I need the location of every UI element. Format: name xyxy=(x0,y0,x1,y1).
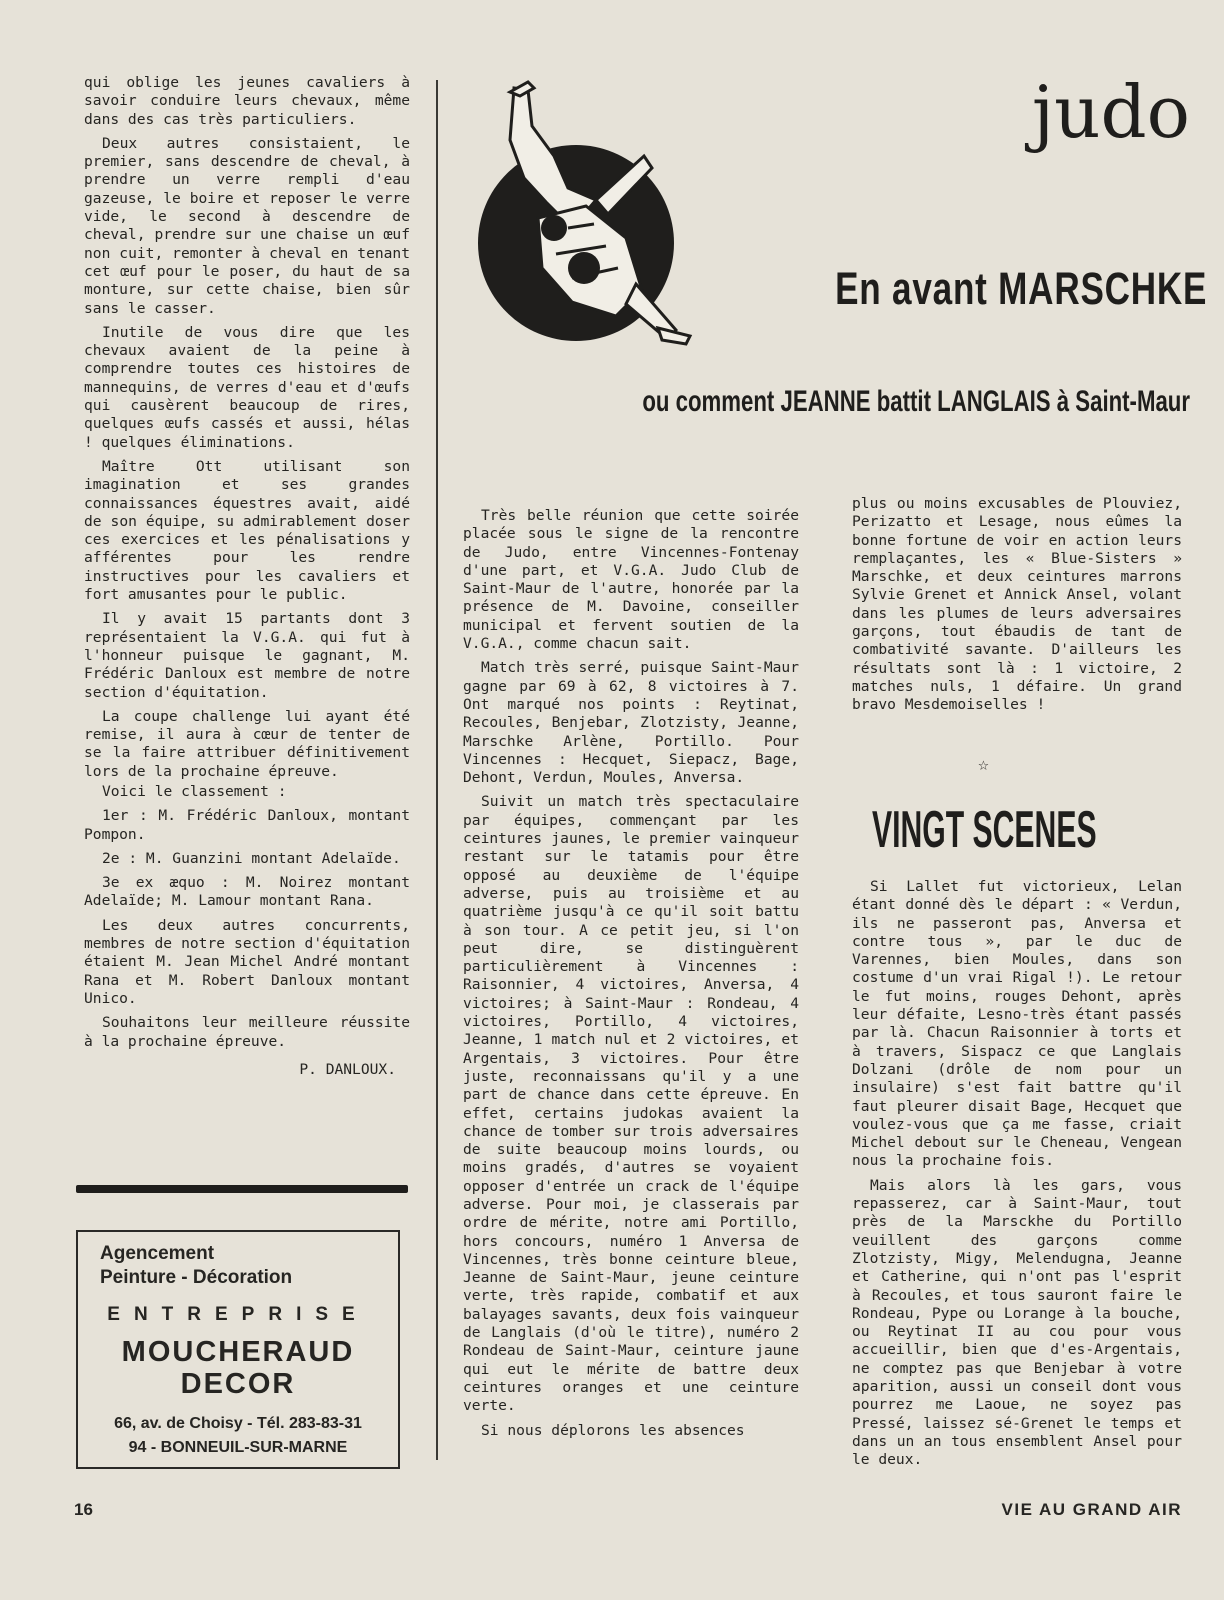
paragraph: Match très serré, puisque Saint-Maur gagne par 69 à 62, 8 victoires à 7. Ont marqué nos points : Reytinat, Recoules, Benjebar, Zlotzisty, Jeanne, Marschke Arlène, Portillo. Pour Vincennes : Hecquet, Siepacz, Bage, Dehont, Verdun, Moules, Anversa. xyxy=(463,659,799,787)
star-separator: ☆ xyxy=(978,754,989,775)
paragraph: Deux autres consistaient, le premier, sans descendre de cheval, à prendre un verre rempli d'eau gazeuse, le boire et reposer le verre vide, le second à descendre de cheval, prendre sur une chaise un œuf non cuit, remonter à cheval en tenant cet œuf pour le poser, du haut de sa monture, sur cette chaise, bien sûr sans le casser. xyxy=(84,134,410,317)
ad-address: 66, av. de Choisy - Tél. 283-83-31 xyxy=(114,1415,362,1432)
paragraph: Mais alors là les gars, vous repasserez, car à Saint-Maur, tout près de la Marsckhe du Portillo veuillent des garçons comme Zlotzisty, Migy, Melendugna, Jeanne et Catherine, qui n'ont pas l'esprit à Recoules, et tous sauront faire le Rondeau, Pype ou Lorange à la bouche, ou Reytinat II au cou pour vous accueillir, bien que d'es-Argentais, ne comptez pas que Benjebar à votre aparition, aussi un conseil dont vous pourrez me Laoue, ne soyez pas Pressé, laissez sé-Grenet le temps et dans un an tous ensemblent Ansel pour le deux. xyxy=(852,1176,1182,1469)
equitation-column xyxy=(84,74,410,1079)
paragraph: Les deux autres concurrents, membres de notre section d'équitation étaient M. Jean Michel André montant Rana et M. Robert Danloux montant Unico. xyxy=(84,916,410,1007)
paragraph: Il y avait 15 partants dont 3 représentaient la V.G.A. qui fut à l'honneur puisque le gagnant, M. Frédéric Danloux est membre de notre section d'équitation. xyxy=(84,610,410,701)
paragraph: La coupe challenge lui ayant été remise, il aura à cœur de tenter de se la faire attribuer définitivement lors de la prochaine épreuve. xyxy=(84,707,410,780)
judo-throw-illustration xyxy=(476,78,696,348)
paragraph: Si Lallet fut victorieux, Lelan étant donné dès le départ : « Verdun, ils ne passeront pas, Anversa et contre tous », par le duc de Varennes, bien Moules, dans son costume d'un vrai Rigal !). Le retour le fut moins, rouges Dehont, après leur défaite, Lesno-très étant passés par là. Chacun Raisonnier à torts et à travers, Sispacz ce que Langlais Dolzani (drôle de nom pour un insulaire) s'est fait battre qu'il faut pleurer disait Bage, Hecquet que voulez-vous que ça me fasse, criait Michel debout sur le Cheneau, Vengean nous la prochaine fois. xyxy=(852,878,1182,1170)
magazine-name: VIE AU GRAND AIR xyxy=(1001,1500,1182,1519)
section-heading: VINGT SCENES xyxy=(872,801,1097,859)
ad-line: ENTREPRISE xyxy=(107,1304,369,1325)
paragraph: Inutile de vous dire que les chevaux avaient de la peine à comprendre toutes ces histoires de mannequins, de verres d'eau et d'œufs qui causèrent beaucoup de rires, quelques œufs cassés et aussi, hélas ! quelques éliminations. xyxy=(84,323,410,451)
page-number: 16 xyxy=(74,1500,93,1519)
ranking-item: 2e : M. Guanzini montant Adelaïde. xyxy=(102,849,401,867)
advertisement-box xyxy=(76,1230,400,1469)
section-label: judo xyxy=(1031,70,1190,154)
ranking-item: 3e ex æquo : M. Noirez montant Adelaïde; M. Lamour montant Rana. xyxy=(84,874,410,910)
paragraph: Souhaitons leur meilleure réussite à la prochaine épreuve. xyxy=(84,1014,410,1050)
article-subtitle: ou comment JEANNE battit LANGLAIS à Saint-Maur xyxy=(642,385,1190,418)
paragraph: Suivit un match très spectaculaire par équipes, commençant par les ceintures jaunes, le premier vainqueur restant sur le tatamis pour être opposé au deuxième de l'équipe adverse, puis au troisième et au quatrième jusqu'à ce qu'il soit battu à son tour. A ce petit jeu, si l'on peut dire, se distinguèrent particulièrement à Vincennes : Raisonnier, 4 victoires, Anversa, 4 victoires; à Saint-Maur : Rondeau, 4 victoires, Portillo, 4 victoires, Jeanne, 1 match nul et 2 victoires, et Argentais, 3 victoires. Pour être juste, reconnaissans qu'il y a une part de chance dans cette épreuve. En effet, certains judokas avaient la chance de tomber sur trois adversaires de suite beaucoup moins lourds, ou moins gradés, d'autres se voyaient opposer d'entrée un crack de l'équipe adverse. Pour moi, je classerais par ordre de mérite, notre ami Portillo, hors concours, numéro 1 Anversa de Vincennes, très bonne ceinture bleue, Jeanne de Saint-Maur, jeune ceinture verte, très rapide, combatif et aux balayages savants, deux fois vainqueur de Langlais (d'où le titre), numéro 2 Rondeau de Saint-Maur, ceinture jaune qui eut le mérite de battre deux ceintures oranges et une ceinture verte. xyxy=(463,793,799,1415)
ranking-item: 1er : M. Frédéric Danloux, montant Pompon. xyxy=(84,807,410,843)
judo-report-column xyxy=(463,507,799,1446)
paragraph: qui oblige les jeunes cavaliers à savoir conduire leurs chevaux, même dans des cas très particuliers. xyxy=(84,74,410,128)
article-title: En avant MARSCHKE xyxy=(835,263,1208,314)
vingt-scenes-column xyxy=(852,878,1182,1476)
paragraph: Maître Ott utilisant son imagination et ses grandes connaissances équestres avait, aidé de son équipe, su admirablement doser ces exercices et les pénalisations y afférentes pour les rendre instructives pour les cavaliers et fort amusantes pour le public. xyxy=(84,457,410,604)
ranking-intro: Voici le classement : xyxy=(102,782,287,800)
judo-report-continued xyxy=(852,495,1182,721)
ad-company-name: MOUCHERAUD xyxy=(121,1336,355,1368)
ad-company-name: DECOR xyxy=(180,1368,296,1400)
ad-city: 94 - BONNEUIL-SUR-MARNE xyxy=(128,1439,348,1456)
paragraph: Si nous déplorons les absences xyxy=(481,1421,745,1439)
paragraph: Très belle réunion que cette soirée placée sous le signe de la rencontre de Judo, entre Vincennes-Fontenay d'une part, et V.G.A. Judo Club de Saint-Maur de l'autre, honorée par la présence de M. Davoine, conseiller municipal et fervent soutien de la V.G.A., comme chacun sait. xyxy=(463,507,799,653)
separator-bar xyxy=(76,1185,408,1193)
paragraph: plus ou moins excusables de Plouviez, Perizatto et Lesage, nous eûmes la bonne fortune de voir en action leurs remplaçantes, les « Blue-Sisters » Marschke, et deux ceintures marrons Sylvie Grenet et Annick Ansel, volant dans les plumes de leurs adversaires garçons, tout ébaudis de tant de combativité savante. D'ailleurs les résultats sont là : 1 victoire, 2 matches nuls, 1 défaire. Un grand bravo Mesdemoiselles ! xyxy=(852,495,1182,714)
signature: P. DANLOUX. xyxy=(299,1060,396,1078)
column-rule xyxy=(436,80,438,1460)
ad-line: Peinture - Décoration xyxy=(100,1267,293,1288)
ad-line: Agencement xyxy=(100,1243,215,1264)
